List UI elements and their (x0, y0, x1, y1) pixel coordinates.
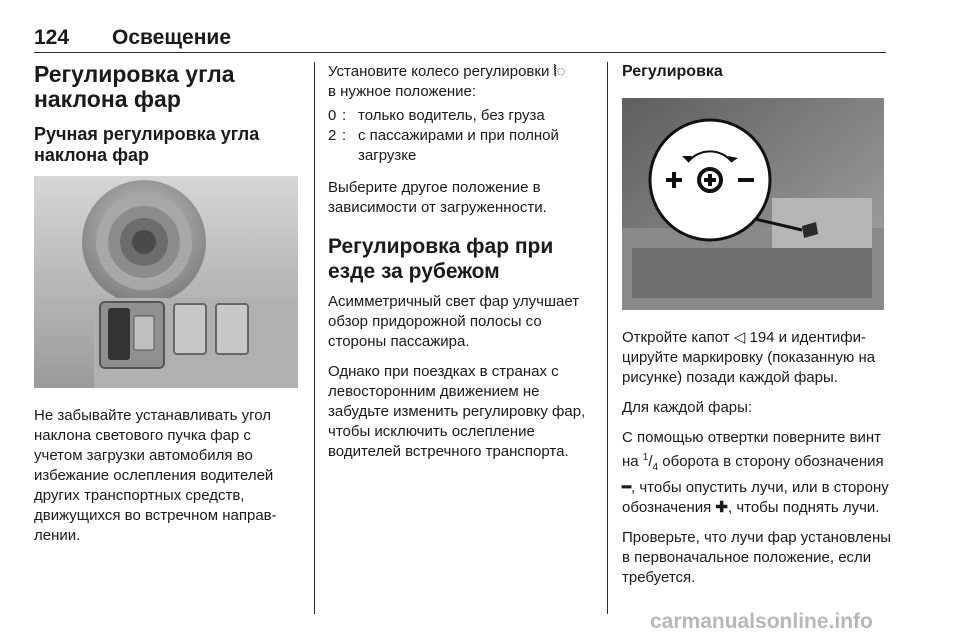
minus-icon: ━ (622, 479, 632, 496)
engine-bay-photo (622, 98, 884, 310)
warning-text: Не забывайте устанавливать угол наклона светового пучка фар с учетом загрузки автомобиля во избежание ослепления водителей других транспортных средств, движущихся во встречном направлении. (34, 407, 277, 544)
heading-abroad: Регулировка фар при езде за рубежом (328, 235, 554, 283)
column-2 (328, 62, 598, 472)
option-item: 2 : с пассажирами и при полной загрузке (328, 126, 598, 166)
paragraph-asymmetric: Асимметричный свет фар улучшает обзор придорожной полосы со стороны пассажира. (328, 293, 580, 350)
plus-icon: ✚ (715, 499, 728, 516)
paragraph-check: Проверьте, что лучи фар установлены в первоначальное положение, если требуется. (622, 529, 892, 586)
column-divider-2 (607, 62, 608, 614)
subheading-manual-adjust: Ручная регулировка угла наклона фар (34, 124, 260, 165)
option-key: 2 (328, 127, 337, 144)
intro-text-start: Установите колесо регулировки (328, 63, 554, 80)
option-text: только водитель, без груза (358, 107, 545, 124)
paragraph-screwdriver (622, 428, 892, 518)
column-1 (34, 62, 300, 556)
dashboard-switch-photo (34, 176, 298, 388)
text-part: С помощью отвертки поверните винт на (622, 429, 882, 470)
paragraph-open-hood: Откройте капот ◁ 194 и идентифицируйте маркировку (показанную на рисунке) позади каждой фары. (622, 329, 876, 386)
adjust-wheel-icon: ⦚◌ (553, 63, 566, 80)
intro-text (328, 62, 598, 102)
page-number: 124 (34, 26, 70, 49)
heading-adjustment: Регулировка (622, 63, 723, 80)
fraction-numerator: 1 (642, 452, 649, 463)
heading-headlight-range: Регулировка угла наклона фар (34, 61, 235, 112)
fraction-quarter: $^1/_4$ (642, 452, 659, 473)
watermark: carmanualsonline.info (650, 610, 873, 633)
intro-text-end: в нужное положение: (328, 83, 477, 100)
paragraph-left-traffic: Однако при поездках в странах с левосторонним движением не забудьте изменить регулировку фар, чтобы исключить ослепление водителей встречного транспорта. (328, 363, 586, 460)
page-header (34, 24, 886, 53)
section-title: Освещение (112, 26, 231, 49)
option-text: с пассажирами и при полной загрузке (358, 127, 559, 164)
text-part: , чтобы поднять лучи. (727, 499, 880, 516)
note-text: Выберите другое положение в зависимости от загруженности. (328, 179, 547, 216)
column-3 (622, 62, 892, 598)
column-divider-1 (314, 62, 315, 614)
text-part: , чтобы опустить лучи, или в сторону обозначения (622, 479, 889, 516)
option-item: 0 : только водитель, без груза (328, 107, 545, 124)
option-key: 0 (328, 107, 337, 124)
fraction-denominator: 4 (652, 462, 659, 473)
text-part: оборота в сторону обозначения (658, 453, 884, 470)
paragraph-each-headlight: Для каждой фары: (622, 399, 753, 416)
position-options (328, 106, 598, 166)
